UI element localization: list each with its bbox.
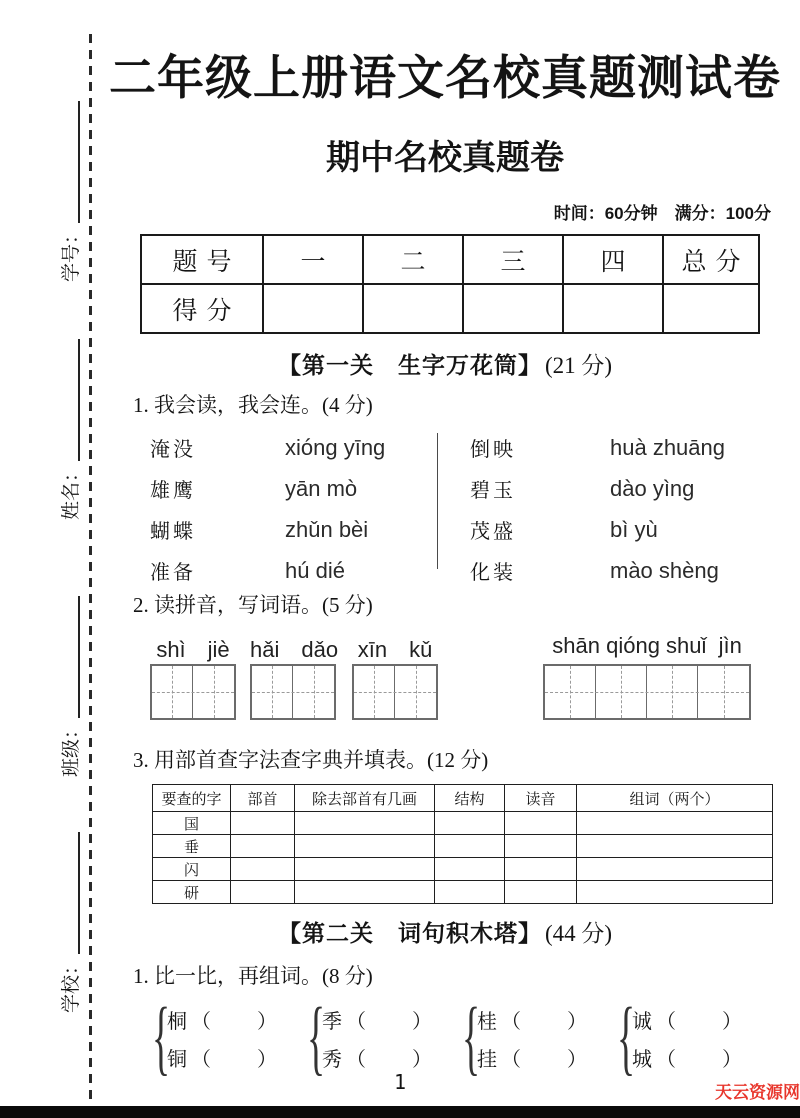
- blank-cell: [435, 858, 505, 881]
- writing-grid: [543, 664, 751, 720]
- writing-cell: [252, 666, 293, 718]
- section-2-title: 【第二关 词句积木塔】: [277, 920, 542, 947]
- score-blank-cell: [663, 284, 759, 333]
- match-pinyin: dào yìng: [610, 475, 695, 501]
- writing-grid: [150, 664, 236, 720]
- col-pronunciation: 读音: [505, 785, 577, 812]
- close-paren: ）: [722, 1010, 742, 1033]
- blank-cell: [577, 881, 773, 904]
- writing-cell: [545, 666, 596, 718]
- blank-cell: [231, 858, 295, 881]
- pinyin-writing-group: [250, 633, 338, 720]
- blank-cell: [435, 835, 505, 858]
- close-paren: ）: [412, 1010, 432, 1033]
- match-pinyin: hú dié: [285, 557, 345, 583]
- pinyin-label: xīn kǔ: [357, 637, 433, 663]
- writing-cell: [354, 666, 395, 718]
- match-pinyin: mào shèng: [610, 557, 719, 583]
- blank-cell: [295, 812, 435, 835]
- score-header-part-3: 三: [463, 235, 563, 284]
- open-paren: （: [501, 1048, 521, 1071]
- brace-icon: {: [151, 991, 171, 1085]
- open-paren: （: [191, 1010, 211, 1033]
- blank-cell: [295, 835, 435, 858]
- writing-cell: [395, 666, 436, 718]
- pair-char: 桂: [477, 1010, 497, 1033]
- open-paren: （: [656, 1048, 676, 1071]
- col-radical: 部首: [231, 785, 295, 812]
- blank-cell: [505, 835, 577, 858]
- pair-char: 桐: [167, 1010, 187, 1033]
- fold-dashed-line: [89, 34, 92, 1100]
- score-row-label: 得分: [141, 284, 263, 333]
- score-header-total: 总分: [663, 235, 759, 284]
- radical-table-row: [153, 835, 773, 858]
- matching-divider-line: [437, 433, 438, 569]
- radical-lookup-table: [152, 784, 773, 904]
- pair-char: 诚: [632, 1010, 652, 1033]
- question-1-1-label: 1. 我会读，我会连。(4 分): [133, 393, 373, 418]
- question-1-3-label: 3. 用部首查字法查字典并填表。(12 分): [133, 748, 489, 773]
- col-form-words: 组词（两个）: [577, 785, 773, 812]
- question-1-2-label: 2. 读拼音，写词语。(5 分): [133, 593, 373, 618]
- score-summary-table: [140, 234, 760, 334]
- score-blank-cell: [263, 284, 363, 333]
- blank-cell: [505, 812, 577, 835]
- school-field: [58, 813, 84, 1013]
- score-header-part-4: 四: [563, 235, 663, 284]
- section-1-points: (21 分): [544, 353, 613, 379]
- pinyin-writing-exercise: [150, 633, 785, 720]
- pinyin-writing-group: [543, 633, 751, 720]
- brace-icon: {: [461, 991, 481, 1085]
- score-header-part-2: 二: [363, 235, 463, 284]
- match-pinyin: yān mò: [285, 475, 358, 501]
- section-1-heading: [105, 347, 785, 380]
- blank-cell: [231, 812, 295, 835]
- blank-cell: [231, 835, 295, 858]
- blank-cell: [577, 812, 773, 835]
- match-word: 准备: [150, 562, 196, 585]
- student-number-fill-line: [78, 101, 80, 223]
- close-paren: ）: [567, 1010, 587, 1033]
- pair-char: 挂: [477, 1048, 497, 1071]
- writing-cell: [596, 666, 647, 718]
- radical-table-row: [153, 812, 773, 835]
- match-word: 淹没: [150, 439, 196, 462]
- match-word: 雄鹰: [150, 480, 196, 503]
- compare-words-exercise: [147, 991, 785, 1085]
- word-pair-group: [612, 991, 742, 1085]
- section-2-points: (44 分): [544, 921, 613, 947]
- lookup-character: 研: [153, 881, 231, 904]
- match-word: 茂盛: [470, 521, 516, 544]
- page-number: 1: [393, 1070, 407, 1094]
- word-pair-group: [457, 991, 587, 1085]
- school-label: 学校：: [61, 955, 82, 1013]
- brace-icon: {: [616, 991, 636, 1085]
- matching-right-pinyin: [610, 427, 725, 591]
- close-paren: ）: [722, 1048, 742, 1071]
- class-fill-line: [78, 596, 80, 718]
- score-table-score-row: [141, 284, 759, 333]
- pinyin-label: shì jiè: [156, 637, 230, 663]
- exam-content: [105, 0, 785, 1085]
- blank-cell: [231, 881, 295, 904]
- student-name-fill-line: [78, 339, 80, 461]
- open-paren: （: [656, 1010, 676, 1033]
- score-table-header-row: [141, 235, 759, 284]
- pinyin-label: hǎi dǎo: [250, 637, 339, 663]
- open-paren: （: [501, 1010, 521, 1033]
- close-paren: ）: [567, 1048, 587, 1071]
- lookup-character: 闪: [153, 858, 231, 881]
- question-2-1-label: 1. 比一比，再组词。(8 分): [133, 964, 373, 989]
- blank-cell: [435, 812, 505, 835]
- blank-cell: [505, 858, 577, 881]
- close-paren: ）: [412, 1048, 432, 1071]
- open-paren: （: [346, 1048, 366, 1071]
- score-blank-cell: [463, 284, 563, 333]
- matching-left-words: [150, 427, 196, 591]
- class-label: 班级：: [61, 719, 82, 777]
- match-word: 倒映: [470, 439, 516, 462]
- col-remaining-strokes: 除去部首有几画: [295, 785, 435, 812]
- writing-cell: [647, 666, 698, 718]
- score-header-question-number: 题号: [141, 235, 263, 284]
- pinyin-writing-group: [352, 633, 438, 720]
- close-paren: ）: [257, 1048, 277, 1071]
- word-pair-group: [147, 991, 277, 1085]
- exam-title: 二年级上册语文名校真题测试卷: [109, 51, 781, 104]
- blank-cell: [577, 858, 773, 881]
- section-2-heading: [105, 915, 785, 948]
- writing-cell: [698, 666, 749, 718]
- matching-exercise: [105, 427, 785, 585]
- radical-table-header-row: [153, 785, 773, 812]
- blank-cell: [577, 835, 773, 858]
- lookup-character: 国: [153, 812, 231, 835]
- match-word: 化装: [470, 562, 516, 585]
- radical-table-row: [153, 858, 773, 881]
- match-pinyin: bì yù: [610, 516, 658, 542]
- word-pair-group: [302, 991, 432, 1085]
- score-blank-cell: [563, 284, 663, 333]
- section-1-title: 【第一关 生字万花筒】: [277, 352, 542, 379]
- pair-char: 秀: [322, 1048, 342, 1071]
- class-field: [58, 577, 84, 777]
- match-word: 蝴蝶: [150, 521, 196, 544]
- pinyin-writing-group: [150, 633, 236, 720]
- score-blank-cell: [363, 284, 463, 333]
- exam-subtitle: 期中名校真题卷: [326, 139, 564, 178]
- blank-cell: [295, 858, 435, 881]
- col-character-to-look-up: 要查的字: [153, 785, 231, 812]
- writing-cell: [293, 666, 334, 718]
- writing-grid: [250, 664, 336, 720]
- writing-cell: [152, 666, 193, 718]
- student-number-field: [58, 82, 84, 282]
- blank-cell: [295, 881, 435, 904]
- matching-right-words: [470, 427, 516, 591]
- match-pinyin: huà zhuāng: [610, 434, 725, 460]
- time-and-score-info: 时间：60分钟 满分：100分: [553, 204, 771, 224]
- student-name-label: 姓名：: [61, 462, 82, 520]
- matching-left-pinyin: [285, 427, 385, 591]
- score-header-part-1: 一: [263, 235, 363, 284]
- student-number-label: 学号：: [61, 224, 82, 282]
- match-pinyin: zhǔn bèi: [285, 516, 369, 542]
- pair-char: 城: [632, 1048, 652, 1071]
- col-structure: 结构: [435, 785, 505, 812]
- student-name-field: [58, 320, 84, 520]
- blank-cell: [435, 881, 505, 904]
- writing-grid: [352, 664, 438, 720]
- open-paren: （: [346, 1010, 366, 1033]
- open-paren: （: [191, 1048, 211, 1071]
- radical-table-row: [153, 881, 773, 904]
- pinyin-label: shān qióng shuǐ jìn: [552, 633, 742, 659]
- pair-char: 季: [322, 1010, 342, 1033]
- match-pinyin: xióng yīng: [285, 434, 386, 460]
- close-paren: ）: [257, 1010, 277, 1033]
- blank-cell: [505, 881, 577, 904]
- watermark-text: 天云资源网: [715, 1083, 800, 1102]
- bottom-scan-bar: [0, 1106, 800, 1118]
- writing-cell: [193, 666, 234, 718]
- lookup-character: 垂: [153, 835, 231, 858]
- match-word: 碧玉: [470, 480, 516, 503]
- pair-char: 铜: [167, 1048, 187, 1071]
- brace-icon: {: [306, 991, 326, 1085]
- school-fill-line: [78, 832, 80, 954]
